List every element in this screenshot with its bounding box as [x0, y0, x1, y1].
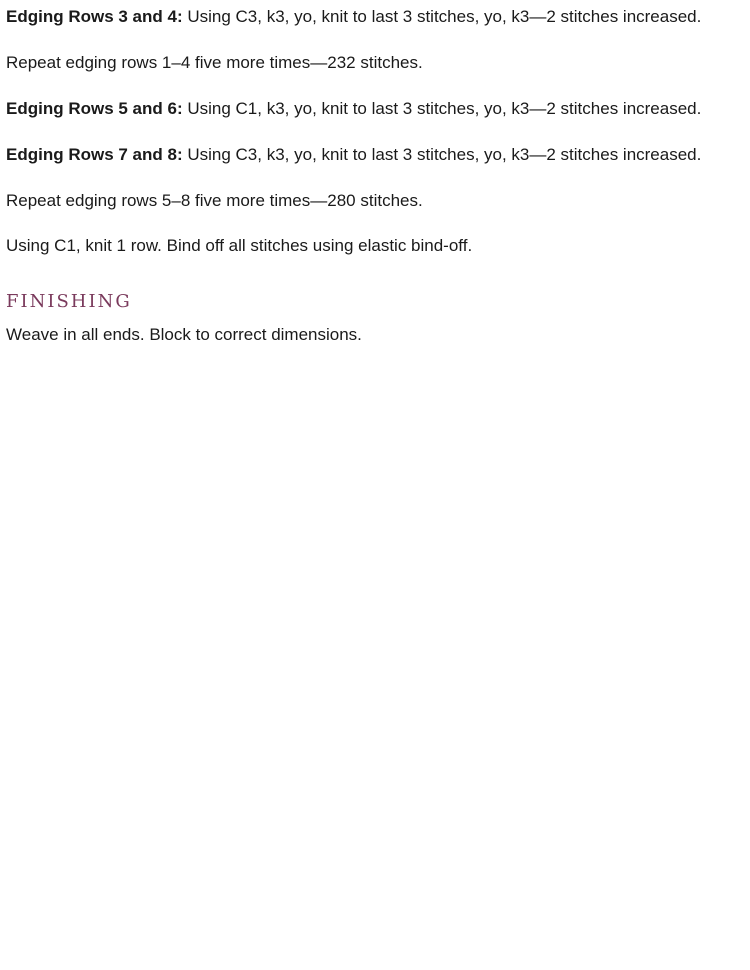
row-text: Using C1, knit 1 row. Bind off all stitches using elastic bind-off. — [6, 236, 473, 255]
row-text: Using C3, k3, yo, knit to last 3 stitches, yo, k3—2 stitches increased. — [182, 145, 702, 164]
repeat-rows-5-8-instruction — [6, 190, 423, 212]
row-label: Edging Rows 7 and 8: — [6, 145, 183, 164]
bind-off-instruction — [6, 235, 472, 257]
edging-rows-3-4-instruction — [6, 6, 701, 28]
row-text: Repeat edging rows 5–8 five more times—280 stitches. — [6, 191, 423, 210]
row-label: Edging Rows 5 and 6: — [6, 99, 183, 118]
repeat-rows-1-4-instruction — [6, 52, 423, 74]
edging-rows-7-8-instruction — [6, 144, 701, 166]
row-text: Repeat edging rows 1–4 five more times—232 stitches. — [6, 53, 423, 72]
edging-rows-5-6-instruction — [6, 98, 701, 120]
finishing-heading: FINISHING — [6, 291, 132, 312]
row-text: Using C3, k3, yo, knit to last 3 stitches, yo, k3—2 stitches increased. — [182, 7, 702, 26]
row-label: Edging Rows 3 and 4: — [6, 7, 183, 26]
row-text: Using C1, k3, yo, knit to last 3 stitches, yo, k3—2 stitches increased. — [182, 99, 702, 118]
finishing-instruction: Weave in all ends. Block to correct dimensions. — [6, 325, 362, 344]
